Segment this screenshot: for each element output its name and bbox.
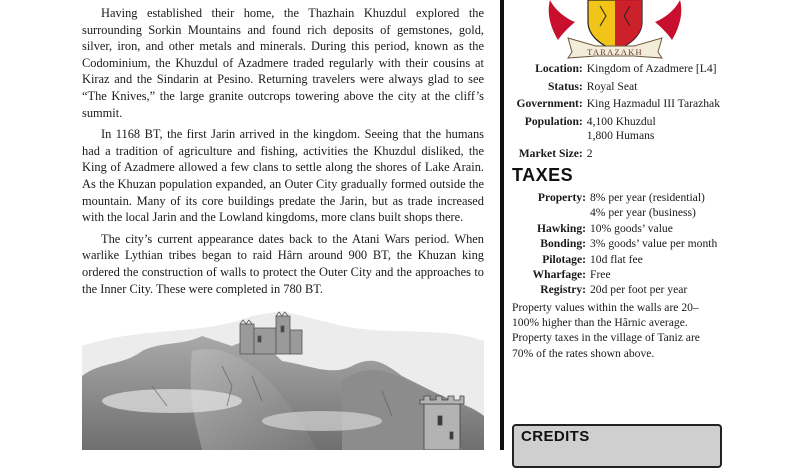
crest-banner-text: TARAZAKH: [587, 47, 643, 57]
property-value-note: Property values within the walls are 20–100% higher than the Hârnic average. Property taxes in the village of Taniz are 70% of the rates shown above.: [512, 301, 700, 360]
article-paragraph-1: Having established their home, the Thazhain Khuzdul explored the surrounding Sorkin Mountains and found rich deposits of gemstones, gold, silver, iron, and other metals and minerals. During this period, known as the Codominium, the Khuzdul of Azadmere traded regularly with their cousins at Kiraz and the Sindarin at Pesino. Returning travelers were always glad to see “The Knives,” the large granite outcrops towering above the city at the cliff’s summit.: [82, 6, 484, 120]
credits-heading: CREDITS: [521, 428, 590, 445]
tax-row-registry: Registry: 20d per foot per year: [540, 283, 688, 297]
credits-box: [512, 424, 722, 468]
tax-row-bonding: Bonding: 3% goods’ value per month: [540, 237, 718, 251]
fact-row-market-size: Market Size: 2: [518, 146, 593, 160]
mountain-city-image: [82, 306, 484, 450]
tax-row-pilotage: Pilotage: 10d flat fee: [542, 252, 643, 266]
taxes-table: [510, 190, 722, 298]
taxes-heading: TAXES: [512, 165, 574, 185]
mountain-city-illustration: [82, 306, 484, 450]
tax-row-hawking: Hawking: 10% goods’ value: [537, 221, 673, 235]
fact-row-government: Government: King Hazmadul III Tarazhak: [516, 97, 720, 111]
fact-row-population: Population: 4,100 Khuzdul 1,800 Humans: [524, 114, 656, 143]
tax-row-property: Property: 8% per year (residential) 4% per year (business): [537, 191, 705, 220]
tax-row-wharfage: Wharfage: Free: [532, 268, 611, 282]
fact-row-location: Location: Kingdom of Azadmere [L4]: [535, 62, 717, 75]
fact-row-status: Status: Royal Seat: [547, 79, 638, 93]
column-divider: [500, 0, 504, 450]
article-paragraph-3: The city’s current appearance dates back to the Atani Wars period. When warlike Lythian tribes began to raid Hârn around 900 BT, the Khuzan king ordered the construction of walls to protect the Outer City and the approaches to the Inner City. These were completed in 780 BT.: [82, 231, 484, 296]
foreground-tower: [420, 396, 464, 450]
coat-of-arms: [540, 0, 690, 60]
article-body: [82, 0, 484, 302]
article-paragraph-2: In 1168 BT, the first Jarin arrived in the kingdom. Seeing that the humans had a tradition of agriculture and fishing, activities the Khuzdul disliked, the King of Azadmere allowed a few clans to settle along the shores of Lake Arain. As the Khuzan population expanded, an Outer City gradually formed outside the mountain. Many of its core buildings predate the Jarin, but as trade increased with the local Jarin and the Lowland kingdoms, more clans built shops there.: [82, 127, 484, 225]
settlement-facts: [510, 62, 720, 162]
